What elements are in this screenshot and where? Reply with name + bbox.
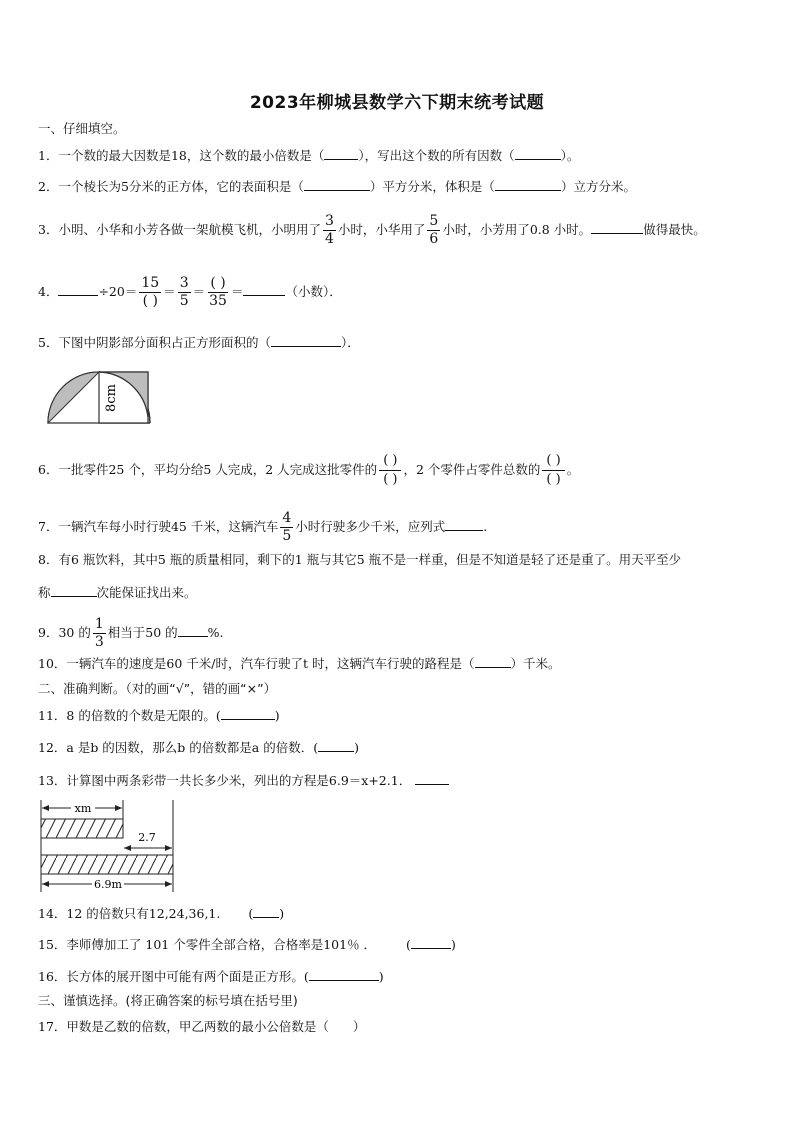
ribbon-diagram — [36, 798, 182, 894]
question-8: 8．有6 瓶饮料，其中5 瓶的质量相同，剩下的1 瓶与其它5 瓶不是一样重，但是不知道是轻了还是重了。用天平至少 — [38, 552, 682, 567]
fraction: $\frac{1}{3}$ — [94, 616, 104, 650]
fraction-blank[interactable]: $\frac{( )}{( )}$ — [379, 452, 401, 489]
section-heading-1: 一、仔细填空。 — [38, 121, 126, 136]
question-13: 13．计算图中两条彩带一共长多少米，列出的方程是6.9＝x+2.1． — [38, 772, 449, 789]
question-10: 10．一辆汽车的速度是60 千米/时，汽车行驶了t 时，这辆汽车行驶的路程是（ ）千米。 — [38, 656, 561, 671]
fraction: $\frac{3}{4}$ — [324, 213, 334, 247]
answer-blank[interactable] — [178, 624, 208, 637]
section-heading-2: 二、准确判断。（对的画“√”，错的画“×”） — [38, 681, 277, 696]
answer-blank[interactable] — [475, 655, 511, 668]
question-4: 4． ÷20＝ $\frac{15}{( )}$ ＝ $\frac{3}{5}$ ＝ $\frac{( )}{35}$ ＝ （小数）． — [38, 275, 342, 309]
fraction: $\frac{( )}{35}$ — [209, 275, 227, 309]
question-9: 9．30 的 $\frac{1}{3}$ 相当于50 的 %. — [38, 616, 224, 650]
section-heading-3: 三、谨慎选择。(将正确答案的标号填在括号里) — [38, 993, 298, 1008]
fraction: $\frac{5}{6}$ — [429, 213, 439, 247]
answer-blank[interactable] — [221, 707, 275, 720]
answer-blank[interactable] — [58, 283, 98, 296]
figure-label-8cm: 8cm — [104, 384, 119, 412]
answer-blank[interactable] — [243, 283, 285, 296]
answer-blank[interactable] — [495, 178, 561, 191]
ribbon-label-xm: xm — [74, 802, 92, 815]
question-2: 2．一个棱长为5分米的正方体，它的表面积是（ ）平方分米，体积是（ ）立方分米。 — [38, 179, 636, 194]
question-7: 7．一辆汽车每小时行驶45 千米，这辆汽车 $\frac{4}{5}$ 小时行驶多少千米，应列式 . — [38, 510, 488, 544]
answer-blank[interactable] — [415, 772, 449, 785]
question-1: 1．一个数的最大因数是18，这个数的最小倍数是（ ），写出这个数的所有因数（ ）。 — [38, 148, 580, 163]
question-16: 16．长方体的展开图中可能有两个面是正方形。( ) — [38, 969, 384, 984]
fraction: $\frac{4}{5}$ — [282, 510, 292, 544]
answer-blank[interactable] — [271, 334, 341, 347]
page-title: 2023年柳城县数学六下期末统考试题 — [249, 93, 545, 113]
ribbon-label-6-9m: 6.9m — [94, 878, 122, 891]
question-11: 11．8 的倍数的个数是无限的。( ) — [38, 708, 280, 723]
answer-blank[interactable] — [309, 968, 379, 981]
question-5: 5．下图中阴影部分面积占正方形面积的（ ）． — [38, 335, 360, 350]
question-8-continued: 称 次能保证找出来。 — [38, 585, 197, 600]
question-number: 1． — [38, 148, 59, 163]
question-12: 12．a 是b 的因数，那么b 的倍数都是a 的倍数．( ) — [38, 740, 359, 755]
semicircle-square-figure — [46, 370, 152, 426]
fraction: $\frac{15}{( )}$ — [141, 275, 160, 309]
answer-blank[interactable] — [304, 178, 370, 191]
answer-blank[interactable] — [318, 739, 354, 752]
answer-blank[interactable] — [411, 936, 451, 949]
answer-blank[interactable] — [445, 518, 483, 531]
answer-blank[interactable] — [324, 147, 358, 160]
answer-blank[interactable] — [51, 584, 97, 597]
question-3: 3．小明、小华和小芳各做一架航模飞机，小明用了 $\frac{3}{4}$ 小时，小华用了 $\frac{5}{6}$ 小时，小芳用了0.8 小时。 做得最快。 — [38, 213, 706, 247]
ribbon-label-2-7: 2.7 — [138, 831, 156, 844]
question-6: 6．一批零件25 个，平均分给5 人完成，2 人完成这批零件的 $\frac{( )}{( )}$ ，2 个零件占零件总数的 $\frac{( )}{( )}$ 。 — [38, 453, 580, 487]
question-15: 15．李师傅加工了 101 个零件全部合格，合格率是101％ ． ( ) — [38, 937, 456, 952]
fraction: $\frac{3}{5}$ — [179, 275, 189, 309]
answer-blank[interactable] — [253, 905, 279, 918]
fraction-blank[interactable]: $\frac{( )}{( )}$ — [542, 452, 564, 489]
question-14: 14．12 的倍数只有12,24,36,1. ( ) — [38, 906, 285, 921]
answer-blank[interactable] — [591, 221, 643, 234]
answer-blank[interactable] — [515, 147, 561, 160]
question-17: 17．甲数是乙数的倍数，甲乙两数的最小公倍数是（ ） — [38, 1019, 366, 1034]
